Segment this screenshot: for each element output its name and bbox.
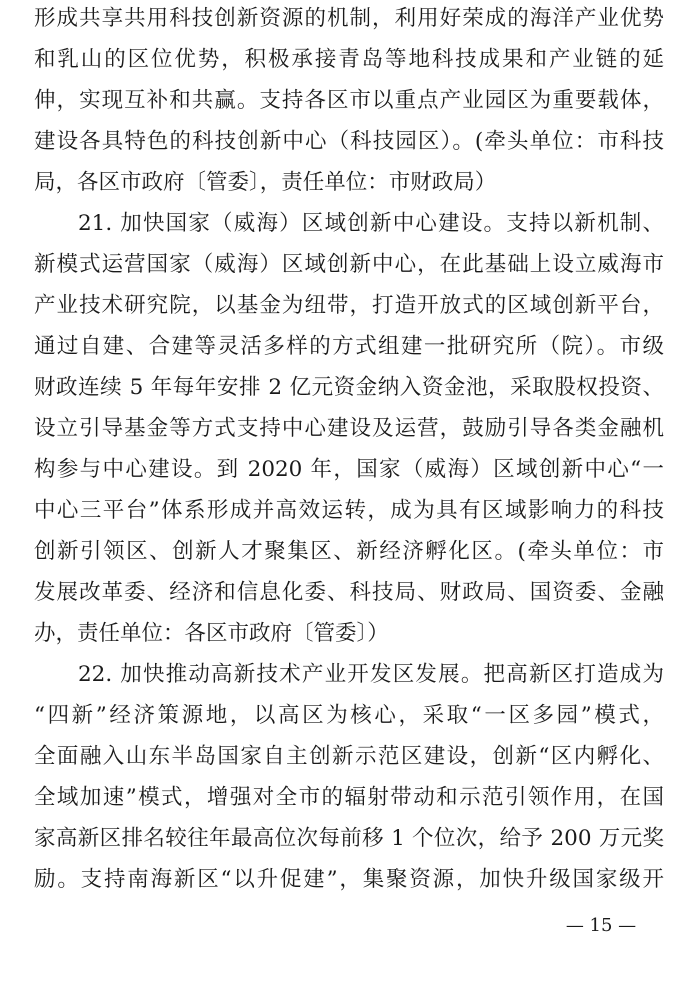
- text-line: 构参与中心建设。到 2020 年，国家（威海）区域创新中心“一: [34, 457, 664, 482]
- section-21-heading-line: 21. 加快国家（威海）区域创新中心建设。支持以新机制、: [78, 211, 664, 236]
- text-line: 设立引导基金等方式支持中心建设及运营，鼓励引导各类金融机: [34, 416, 664, 441]
- text-line: 全面融入山东半岛国家自主创新示范区建设，创新“区内孵化、: [34, 744, 664, 769]
- text-line: 建设各具特色的科技创新中心（科技园区）。(牵头单位：市科技: [34, 129, 664, 154]
- page-number: — 15 —: [565, 915, 637, 936]
- section-22-heading-line: 22. 加快推动高新技术产业开发区发展。把高新区打造成为: [78, 662, 664, 687]
- text-line: “四新”经济策源地，以高区为核心，采取“一区多园”模式，: [34, 703, 664, 728]
- text-line: 励。支持南海新区“以升促建”，集聚资源，加快升级国家级开: [34, 867, 664, 892]
- text-line: 局，各区市政府〔管委〕，责任单位：市财政局）: [34, 170, 497, 195]
- text-line: 伸，实现互补和共赢。支持各区市以重点产业园区为重要载体，: [34, 88, 664, 113]
- text-line: 通过自建、合建等灵活多样的方式组建一批研究所（院）。市级: [34, 334, 664, 359]
- text-line: 办，责任单位：各区市政府〔管委〕）: [34, 621, 389, 646]
- text-line: 全域加速”模式，增强对全市的辐射带动和示范引领作用，在国: [34, 785, 664, 810]
- text-line: 和乳山的区位优势，积极承接青岛等地科技成果和产业链的延: [34, 47, 664, 72]
- text-line: 发展改革委、经济和信息化委、科技局、财政局、国资委、金融: [34, 580, 664, 605]
- text-line: 家高新区排名较往年最高位次每前移 1 个位次，给予 200 万元奖: [34, 826, 664, 851]
- text-line: 中心三平台”体系形成并高效运转，成为具有区域影响力的科技: [34, 498, 664, 523]
- text-line: 产业技术研究院，以基金为纽带，打造开放式的区域创新平台，: [34, 293, 664, 318]
- text-line: 新模式运营国家（威海）区域创新中心，在此基础上设立威海市: [34, 252, 664, 277]
- text-line: 形成共享共用科技创新资源的机制，利用好荣成的海洋产业优势: [34, 6, 664, 31]
- text-line: 财政连续 5 年每年安排 2 亿元资金纳入资金池，采取股权投资、: [34, 375, 664, 400]
- text-line: 创新引领区、创新人才聚集区、新经济孵化区。(牵头单位：市: [34, 539, 664, 564]
